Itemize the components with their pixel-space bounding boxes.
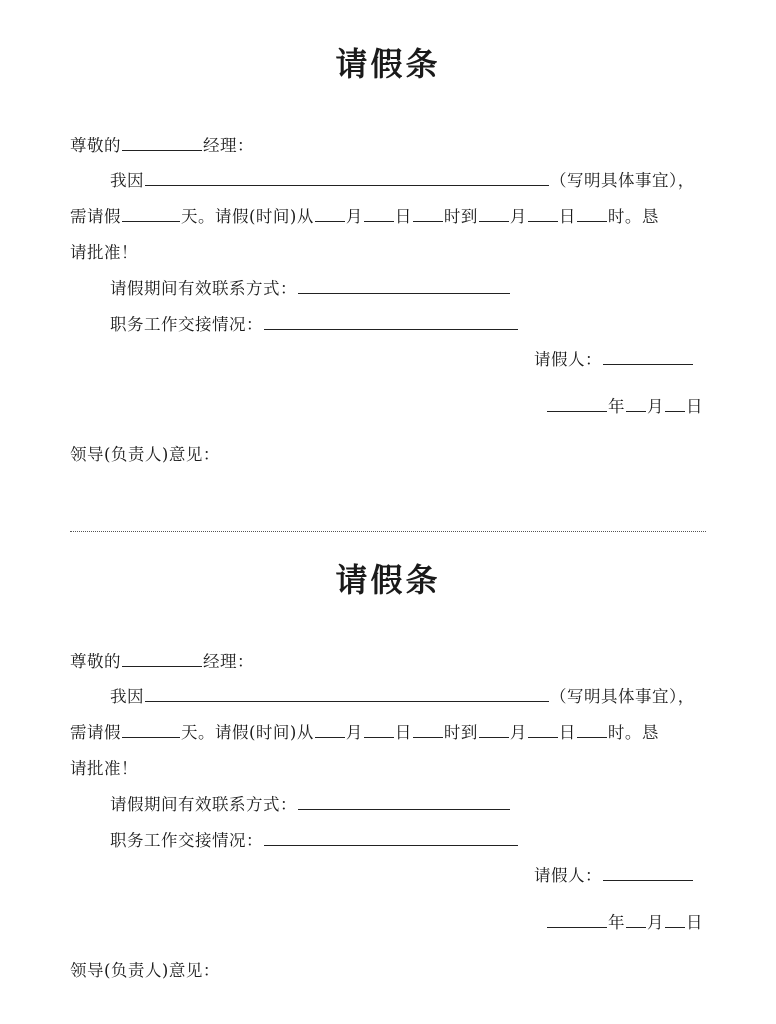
reason-suffix: （写明具体事宜）， [550, 687, 695, 706]
leave-form-2 [0, 516, 776, 1016]
contact-label: 请假期间有效联系方式： [110, 279, 297, 298]
day-label: 日 [686, 397, 703, 416]
contact-blank[interactable] [298, 275, 510, 294]
to-day-blank[interactable] [528, 719, 558, 738]
applicant-blank[interactable] [603, 346, 693, 365]
day-label: 日 [686, 913, 703, 932]
to-hour-label: 时。恳 [607, 723, 659, 742]
handover-line [110, 827, 519, 855]
reason-blank[interactable] [145, 167, 549, 186]
days-blank[interactable] [122, 203, 180, 222]
contact-label: 请假期间有效联系方式： [110, 795, 297, 814]
handover-label: 职务工作交接情况： [110, 315, 263, 334]
to-hour-blank[interactable] [577, 719, 607, 738]
duration-days-label: 天。请假(时间)从 [181, 723, 314, 742]
applicant-label: 请假人： [534, 350, 602, 369]
duration-days-label: 天。请假(时间)从 [181, 207, 314, 226]
from-hour-label: 时到 [443, 207, 478, 226]
salutation-line [70, 132, 254, 160]
to-hour-blank[interactable] [577, 203, 607, 222]
to-day-label: 日 [558, 207, 576, 226]
manager-name-blank[interactable] [122, 648, 202, 667]
reason-line [110, 683, 695, 711]
year-blank[interactable] [547, 393, 607, 412]
salutation-suffix: 经理： [203, 136, 254, 155]
reason-line [110, 167, 695, 195]
salutation-prefix: 尊敬的 [70, 652, 121, 671]
form-title: 请假条 [335, 561, 441, 599]
year-blank[interactable] [547, 909, 607, 928]
month-label: 月 [647, 913, 664, 932]
applicant-label: 请假人： [534, 866, 602, 885]
from-day-label: 日 [394, 207, 412, 226]
to-month-blank[interactable] [479, 719, 509, 738]
handover-blank[interactable] [264, 311, 518, 330]
salutation-prefix: 尊敬的 [70, 136, 121, 155]
reason-prefix: 我因 [110, 687, 144, 706]
applicant-blank[interactable] [603, 862, 693, 881]
reason-suffix: （写明具体事宜）， [550, 171, 695, 190]
salutation-line [70, 648, 254, 676]
manager-name-blank[interactable] [122, 132, 202, 151]
to-month-label: 月 [509, 207, 527, 226]
approve-request: 请批准！ [70, 759, 138, 778]
leader-opinion-label: 领导(负责人)意见： [70, 445, 220, 464]
year-label: 年 [608, 397, 625, 416]
month-label: 月 [647, 397, 664, 416]
duration-prefix: 需请假 [70, 723, 121, 742]
salutation-suffix: 经理： [203, 652, 254, 671]
duration-prefix: 需请假 [70, 207, 121, 226]
from-month-blank[interactable] [315, 719, 345, 738]
date-line [546, 909, 703, 937]
approve-request: 请批准！ [70, 243, 138, 262]
handover-label: 职务工作交接情况： [110, 831, 263, 850]
reason-prefix: 我因 [110, 171, 144, 190]
applicant-line [534, 346, 694, 374]
to-month-blank[interactable] [479, 203, 509, 222]
duration-line [70, 719, 659, 747]
handover-line [110, 311, 519, 339]
date-line [546, 393, 703, 421]
month-blank[interactable] [626, 909, 646, 928]
to-day-label: 日 [558, 723, 576, 742]
day-blank[interactable] [665, 909, 685, 928]
from-month-label: 月 [345, 723, 363, 742]
from-day-blank[interactable] [364, 203, 394, 222]
contact-line [110, 275, 511, 303]
from-month-blank[interactable] [315, 203, 345, 222]
from-hour-blank[interactable] [413, 203, 443, 222]
year-label: 年 [608, 913, 625, 932]
to-hour-label: 时。恳 [607, 207, 659, 226]
reason-blank[interactable] [145, 683, 549, 702]
from-day-blank[interactable] [364, 719, 394, 738]
duration-line [70, 203, 659, 231]
to-day-blank[interactable] [528, 203, 558, 222]
leave-form-1 [0, 0, 776, 500]
contact-line [110, 791, 511, 819]
from-hour-blank[interactable] [413, 719, 443, 738]
from-hour-label: 时到 [443, 723, 478, 742]
form-title: 请假条 [335, 45, 441, 83]
days-blank[interactable] [122, 719, 180, 738]
day-blank[interactable] [665, 393, 685, 412]
month-blank[interactable] [626, 393, 646, 412]
contact-blank[interactable] [298, 791, 510, 810]
from-day-label: 日 [394, 723, 412, 742]
applicant-line [534, 862, 694, 890]
from-month-label: 月 [345, 207, 363, 226]
leader-opinion-label: 领导(负责人)意见： [70, 961, 220, 980]
handover-blank[interactable] [264, 827, 518, 846]
to-month-label: 月 [509, 723, 527, 742]
